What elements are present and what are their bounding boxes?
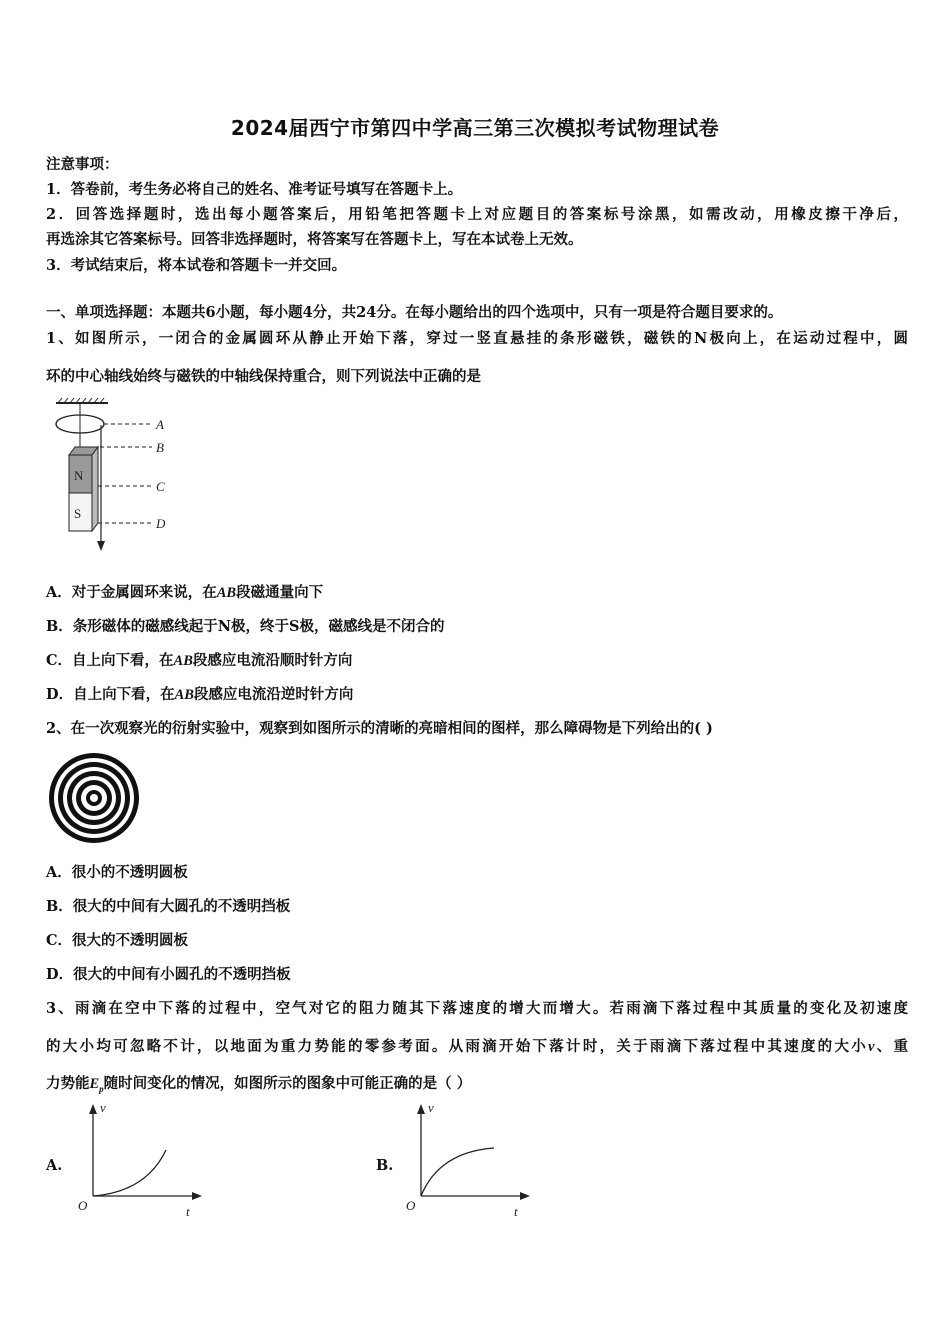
point-a-label: A — [156, 417, 164, 432]
graph-b — [404, 1100, 534, 1218]
question-3-stem-cont: 的大小均可忽略不计，以地面为重力势能的零参考面。从雨滴开始下落计时，关于雨滴下落过程中其速度的大小v、重 — [46, 1038, 909, 1055]
notice-heading: 注意事项： — [46, 156, 119, 173]
q1-option-d: D．自上向下看，在AB段感应电流沿逆时针方向 — [46, 686, 354, 703]
q2-option-d: D．很大的中间有小圆孔的不透明挡板 — [46, 966, 291, 983]
q3-option-b-label: B. — [376, 1157, 394, 1174]
magnet-n-label: N — [74, 468, 84, 483]
graph-a-x-label: t — [186, 1204, 190, 1219]
diffraction-pattern-figure — [48, 752, 140, 844]
magnet-s-label: S — [74, 506, 82, 521]
notice-item: 2．回答选择题时，选出每小题答案后，用铅笔把答题卡上对应题目的答案标号涂黑，如需改动，用橡皮擦干净后， — [46, 206, 908, 223]
q2-option-b: B．很大的中间有大圆孔的不透明挡板 — [46, 898, 291, 915]
graph-b-x-label: t — [514, 1204, 518, 1219]
point-d-label: D — [156, 516, 166, 531]
point-b-label: B — [156, 440, 164, 455]
notice-item: 3．考试结束后，将本试卷和答题卡一并交回。 — [46, 257, 347, 274]
question-3-stem: 3、雨滴在空中下落的过程中，空气对它的阻力随其下落速度的增大而增大。若雨滴下落过程中其质量的变化及初速度 — [46, 1000, 908, 1017]
question-2-stem: 2、在一次观察光的衍射实验中，观察到如图所示的清晰的亮暗相间的图样，那么障碍物是下列给出的( ) — [46, 720, 713, 737]
q2-option-a: A．很小的不透明圆板 — [46, 864, 188, 881]
question-1-stem-cont: 环的中心轴线始终与磁铁的中轴线保持重合，则下列说法中正确的是 — [46, 368, 481, 385]
graph-b-y-label: v — [428, 1100, 434, 1115]
page-title: 2024届西宁市第四中学高三第三次模拟考试物理试卷 — [230, 116, 720, 140]
q3-option-a-label: A. — [46, 1157, 63, 1174]
q2-option-c: C．很大的不透明圆板 — [46, 932, 189, 949]
notice-item: 1．答卷前，考生务必将自己的姓名、准考证号填写在答题卡上。 — [46, 181, 463, 198]
q1-option-c: C．自上向下看，在AB段感应电流沿顺时针方向 — [46, 652, 353, 669]
graph-a-origin: O — [78, 1198, 88, 1213]
graph-a — [76, 1100, 206, 1218]
q1-option-a: A．对于金属圆环来说，在AB段磁通量向下 — [46, 584, 324, 601]
point-c-label: C — [156, 479, 165, 494]
section-heading: 一、单项选择题：本题共6小题，每小题4分，共24分。在每小题给出的四个选项中，只有一项是符合题目要求的。 — [46, 304, 783, 321]
notice-item: 再选涂其它答案标号。回答非选择题时，将答案写在答题卡上，写在本试卷上无效。 — [46, 231, 583, 248]
question-1-stem: 1、如图所示，一闭合的金属圆环从静止开始下落，穿过一竖直悬挂的条形磁铁，磁铁的N极向上，在运动过程中，圆 — [46, 330, 908, 347]
q1-option-b: B．条形磁体的磁感线起于N极，终于S极，磁感线是不闭合的 — [46, 618, 445, 635]
graph-a-y-label: v — [100, 1100, 106, 1115]
graph-b-origin: O — [406, 1198, 416, 1213]
question-3-stem-cont: 力势能$E_p$随时间变化的情况，如图所示的图象中可能正确的是（ ） — [46, 1075, 472, 1094]
ring-magnet-figure — [46, 395, 186, 555]
